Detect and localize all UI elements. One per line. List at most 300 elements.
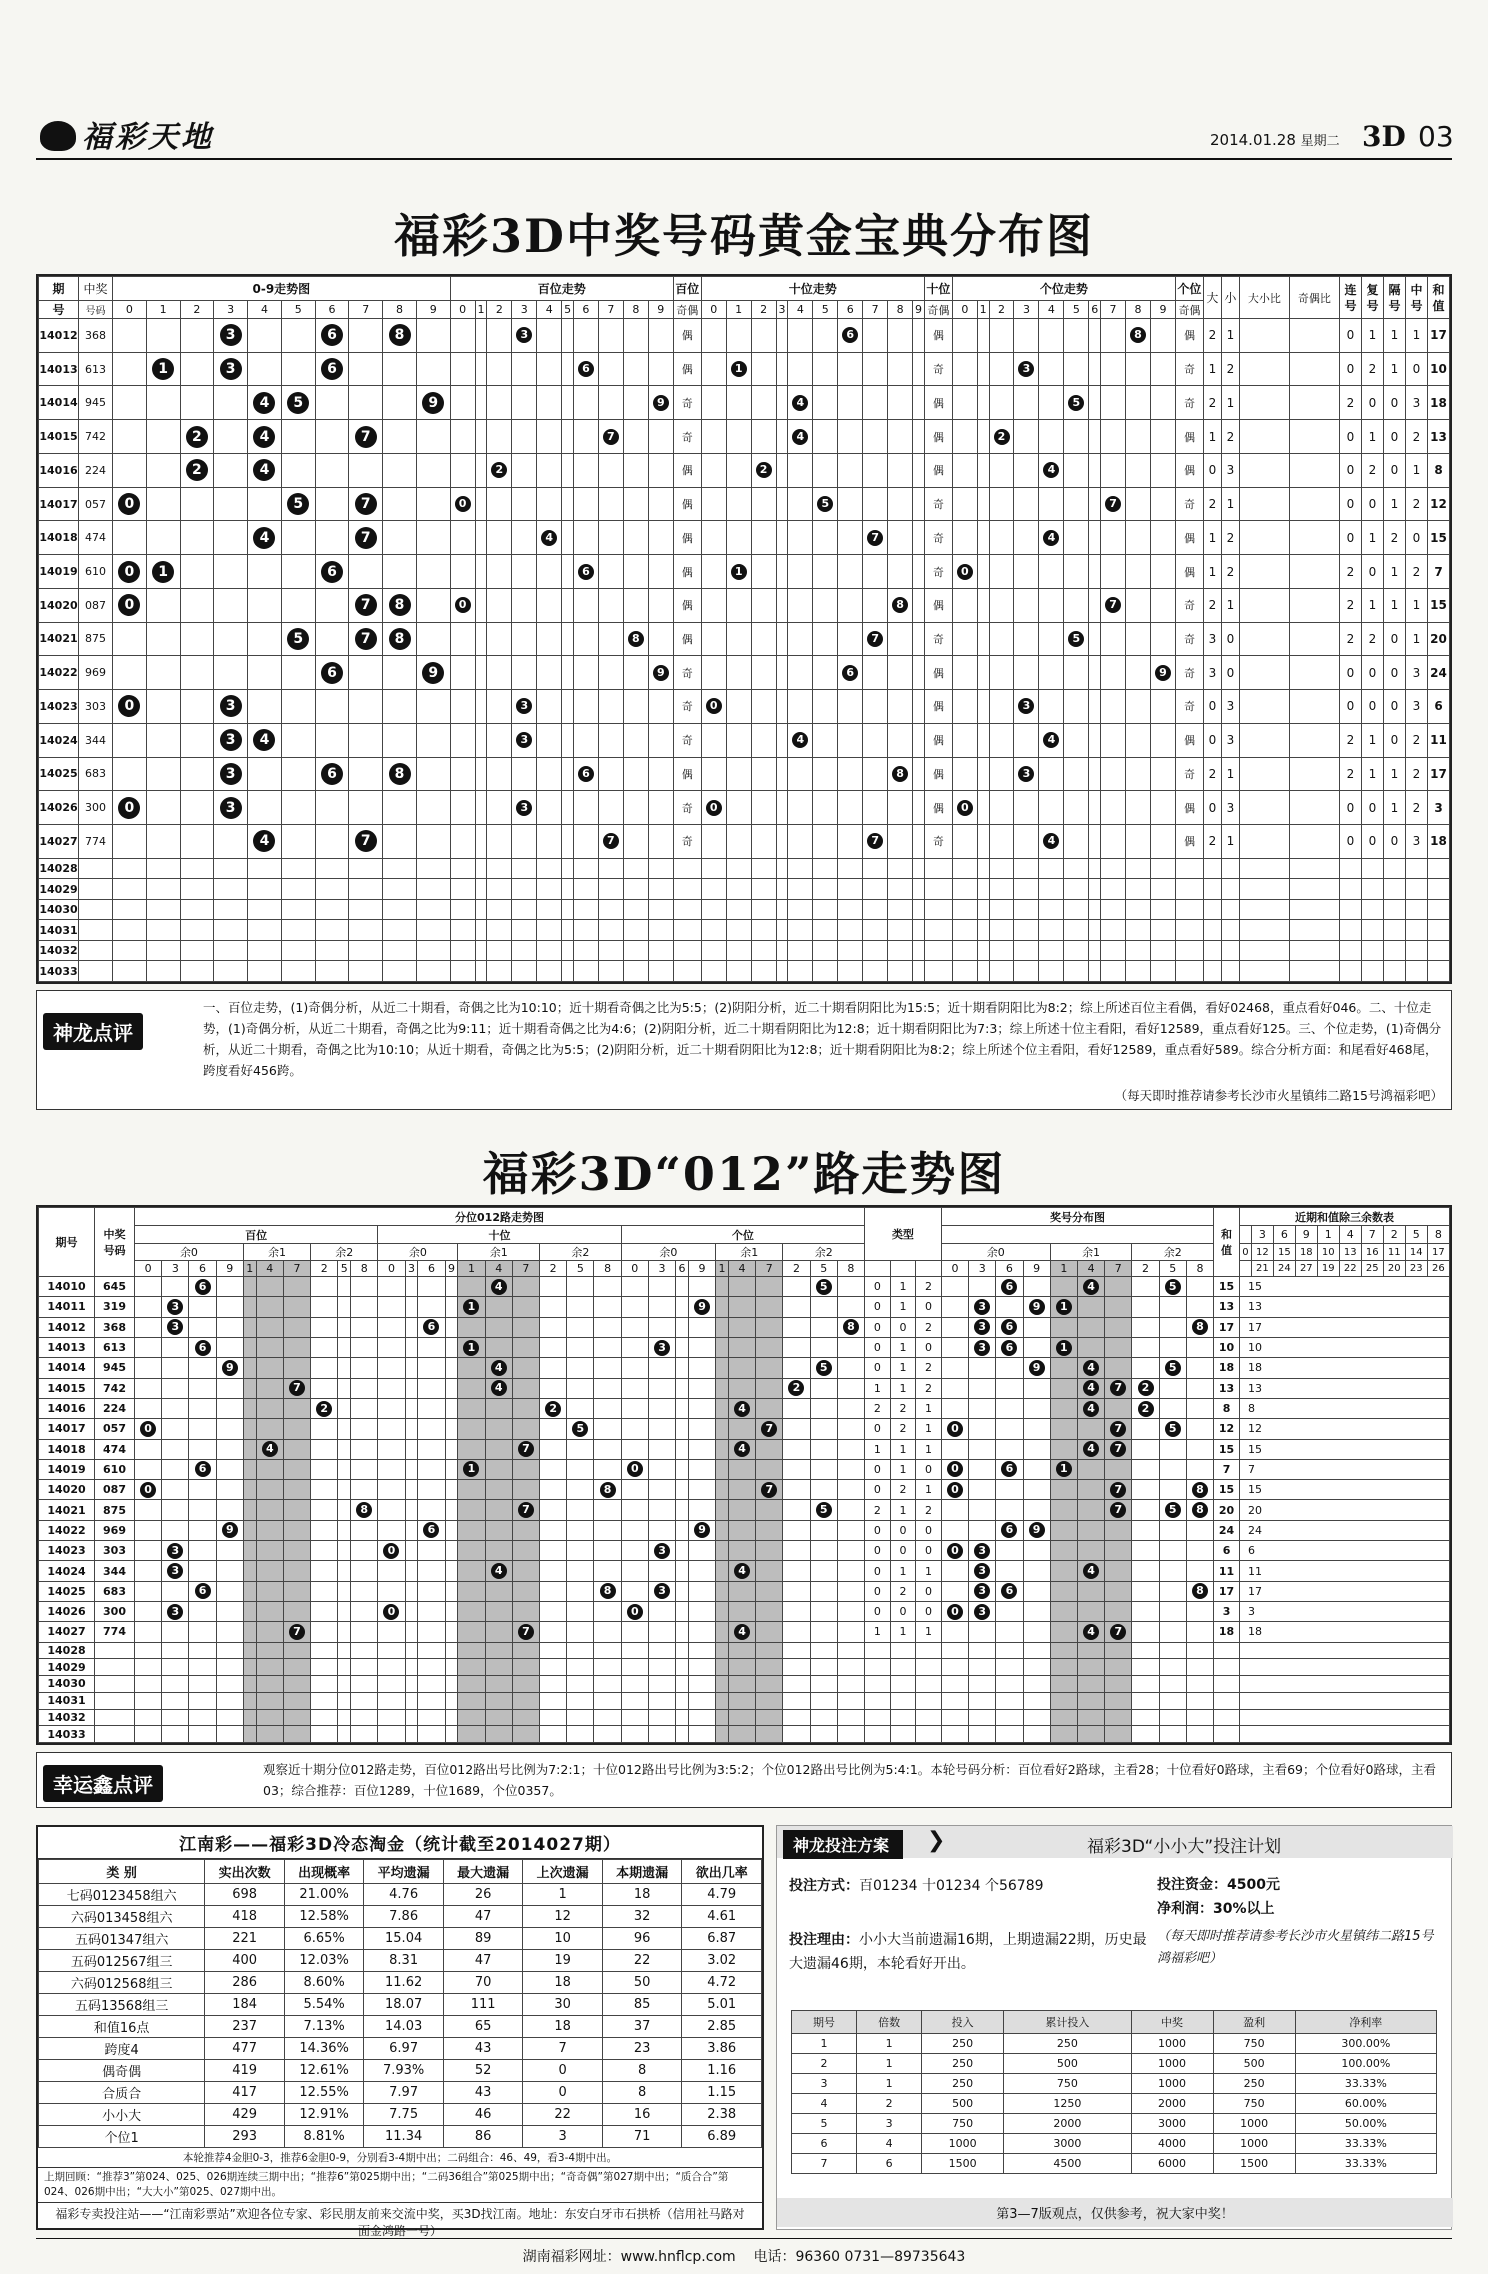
dist-ball: 0 bbox=[947, 1461, 963, 1477]
road-cell bbox=[621, 1378, 648, 1398]
road-cell bbox=[756, 1642, 783, 1659]
pos-cell bbox=[573, 453, 598, 487]
dist-cell bbox=[1105, 1659, 1132, 1676]
road-cell bbox=[311, 1398, 338, 1418]
dist-ball: 2 bbox=[1138, 1380, 1154, 1396]
pos-ball: 4 bbox=[792, 429, 808, 445]
trend-cell bbox=[315, 386, 349, 420]
road-cell bbox=[405, 1709, 418, 1726]
road-cell bbox=[594, 1459, 621, 1479]
pos-cell bbox=[952, 352, 977, 386]
road-cell bbox=[256, 1358, 283, 1378]
pos-ball: 0 bbox=[455, 496, 471, 512]
road-cell bbox=[716, 1602, 729, 1622]
trend-cell bbox=[214, 420, 248, 454]
digit-head: 3 bbox=[1014, 301, 1039, 319]
road-cell bbox=[716, 1459, 729, 1479]
recent-cell: 18 bbox=[1240, 1358, 1450, 1378]
road-cell bbox=[135, 1726, 162, 1743]
pos-cell bbox=[512, 690, 537, 724]
digit-ball: 6 bbox=[321, 561, 343, 583]
road-cell bbox=[648, 1358, 675, 1378]
pos-ball: 5 bbox=[817, 496, 833, 512]
row-number: 087 bbox=[95, 1480, 135, 1500]
dist-cell bbox=[941, 1676, 968, 1693]
pos-cell bbox=[598, 791, 623, 825]
trend-cell bbox=[383, 723, 417, 757]
row-issue: 14023 bbox=[39, 1541, 95, 1561]
pos-cell bbox=[726, 879, 751, 900]
col-head: 期号 bbox=[792, 2011, 857, 2034]
pos-ball: 9 bbox=[653, 665, 669, 681]
road-cell bbox=[243, 1337, 256, 1357]
pos-cell bbox=[537, 961, 562, 982]
road-cell bbox=[810, 1561, 837, 1581]
trend-cell bbox=[113, 879, 147, 900]
trend-cell bbox=[383, 879, 417, 900]
trend-cell bbox=[349, 319, 383, 353]
chevron-right-icon: ❯ bbox=[927, 1828, 946, 1853]
digit-ball: 6 bbox=[321, 763, 343, 785]
road-cell bbox=[311, 1358, 338, 1378]
dist-cell bbox=[1105, 1378, 1132, 1398]
road-cell bbox=[728, 1480, 755, 1500]
dist-cell bbox=[996, 1659, 1023, 1676]
stat-fu: 1 bbox=[1362, 420, 1384, 454]
pos-cell bbox=[1089, 453, 1101, 487]
cell: 33.33% bbox=[1295, 2134, 1436, 2154]
trend-cell bbox=[214, 319, 248, 353]
pos-cell bbox=[537, 920, 562, 941]
road-cell bbox=[338, 1709, 351, 1726]
pos-cell bbox=[813, 791, 838, 825]
pos-cell bbox=[989, 319, 1014, 353]
dist-ball: 4 bbox=[1083, 1380, 1099, 1396]
road-cell bbox=[458, 1317, 485, 1337]
pos-cell bbox=[537, 588, 562, 622]
dist-cell bbox=[1023, 1659, 1050, 1676]
pos-cell bbox=[475, 961, 487, 982]
trend-cell bbox=[416, 588, 450, 622]
pos-cell bbox=[1014, 521, 1039, 555]
pos-ball: 4 bbox=[792, 732, 808, 748]
stat-oer bbox=[1289, 521, 1339, 555]
oe-cell bbox=[673, 858, 701, 879]
road-cell bbox=[445, 1692, 458, 1709]
trend-cell bbox=[349, 656, 383, 690]
pos-cell bbox=[1014, 920, 1039, 941]
road-cell bbox=[688, 1581, 715, 1601]
cell: 750 bbox=[1213, 2034, 1295, 2054]
pos-cell bbox=[701, 656, 726, 690]
recent-cell bbox=[1240, 1676, 1450, 1693]
cell: 250 bbox=[1213, 2074, 1295, 2094]
pos-cell bbox=[475, 521, 487, 555]
expert-comment-1 bbox=[36, 990, 1452, 1110]
cell: 33.33% bbox=[1295, 2074, 1436, 2094]
road-cell bbox=[756, 1277, 783, 1297]
trend-cell bbox=[416, 521, 450, 555]
road-cell bbox=[716, 1659, 729, 1676]
trend-cell bbox=[248, 920, 282, 941]
trend-cell bbox=[383, 453, 417, 487]
pos-cell bbox=[776, 757, 788, 791]
stat-big bbox=[1203, 879, 1221, 900]
road-cell bbox=[283, 1297, 310, 1317]
road-cell bbox=[512, 1659, 539, 1676]
trend-cell bbox=[281, 656, 315, 690]
cell: 7.97 bbox=[364, 2082, 444, 2104]
road-cell bbox=[485, 1419, 512, 1439]
row-issue: 14030 bbox=[39, 899, 79, 920]
cell: 71 bbox=[602, 2126, 682, 2148]
dist-cell bbox=[1077, 1459, 1104, 1479]
dist-ball: 4 bbox=[1083, 1279, 1099, 1295]
pos-cell bbox=[648, 961, 673, 982]
pos-cell bbox=[813, 622, 838, 656]
recent-cell: 15 bbox=[1240, 1277, 1450, 1297]
road-cell bbox=[540, 1480, 567, 1500]
road-row bbox=[39, 1378, 1450, 1398]
road-cell bbox=[783, 1541, 810, 1561]
cell: 47 bbox=[443, 1950, 523, 1972]
row-number: 969 bbox=[79, 656, 113, 690]
stat-fu bbox=[1362, 899, 1384, 920]
road-cell bbox=[216, 1277, 243, 1297]
stat-sum: 12 bbox=[1428, 487, 1450, 521]
road-cell bbox=[648, 1602, 675, 1622]
pos-cell bbox=[1126, 352, 1151, 386]
hdr-rem0: 余0 bbox=[621, 1244, 715, 1261]
road-cell bbox=[783, 1419, 810, 1439]
dist-cell bbox=[1050, 1459, 1077, 1479]
digit-ball: 5 bbox=[287, 628, 309, 650]
stat-bsr bbox=[1239, 920, 1289, 941]
road-ball: 9 bbox=[222, 1360, 238, 1376]
pos-cell bbox=[776, 690, 788, 724]
stat-small: 3 bbox=[1221, 791, 1239, 825]
comment2-text: 观察近十期分位012路走势，百位012路出号比例为7:2:1；十位012路出号比例为3:5:2；个位012路出号比例为5:4:1。本轮号码分析：百位看好2路球，主看28；十位看好0路球，主看69；个位看好0路球，主看03；综合推荐：百位1289，十位1689，个位0357。 bbox=[263, 1762, 1436, 1798]
cell: 8.60% bbox=[284, 1972, 364, 1994]
pos-cell bbox=[537, 352, 562, 386]
trend-cell bbox=[214, 386, 248, 420]
stat-sum bbox=[1428, 920, 1450, 941]
road-cell bbox=[162, 1642, 189, 1659]
cell: 18 bbox=[602, 1884, 682, 1906]
stat-bsr bbox=[1239, 386, 1289, 420]
trend-cell bbox=[180, 757, 214, 791]
pos-cell bbox=[989, 487, 1014, 521]
pos-cell bbox=[537, 879, 562, 900]
road-cell bbox=[540, 1398, 567, 1418]
dist-ball: 4 bbox=[1083, 1441, 1099, 1457]
pos-cell bbox=[475, 453, 487, 487]
dist-cell bbox=[1105, 1297, 1132, 1317]
stat-small bbox=[1221, 940, 1239, 961]
pos-cell bbox=[863, 940, 888, 961]
digit-head: 3 bbox=[405, 1261, 418, 1277]
road-cell bbox=[135, 1297, 162, 1317]
road-cell bbox=[135, 1378, 162, 1398]
dist-cell bbox=[1050, 1676, 1077, 1693]
pos-cell bbox=[1150, 622, 1175, 656]
trend-cell bbox=[248, 825, 282, 859]
road-cell bbox=[512, 1602, 539, 1622]
road-cell bbox=[256, 1692, 283, 1709]
pos-cell bbox=[623, 386, 648, 420]
pos-cell bbox=[512, 420, 537, 454]
dist-cell bbox=[1077, 1439, 1104, 1459]
sum-cell: 20 bbox=[1214, 1500, 1240, 1520]
recent-bot: 25 bbox=[1361, 1261, 1383, 1277]
digit-ball: 7 bbox=[355, 493, 377, 515]
dist-cell bbox=[1023, 1459, 1050, 1479]
road-row bbox=[39, 1337, 1450, 1357]
stat-sum: 13 bbox=[1428, 420, 1450, 454]
oe-cell: 偶 bbox=[1175, 825, 1203, 859]
stat-big: 0 bbox=[1203, 723, 1221, 757]
cell: 小小大 bbox=[39, 2104, 205, 2126]
pos-cell bbox=[562, 555, 574, 589]
road-cell bbox=[189, 1561, 216, 1581]
pos-cell bbox=[888, 352, 913, 386]
road-cell bbox=[688, 1277, 715, 1297]
pos-cell bbox=[813, 690, 838, 724]
road-cell bbox=[338, 1419, 351, 1439]
stat-ge: 0 bbox=[1384, 420, 1406, 454]
pos-cell bbox=[487, 940, 512, 961]
type-cell: 0 bbox=[916, 1459, 942, 1479]
pos-cell bbox=[537, 622, 562, 656]
pos-cell bbox=[726, 961, 751, 982]
dist-ball: 5 bbox=[1165, 1421, 1181, 1437]
type-cell: 2 bbox=[865, 1500, 891, 1520]
type-cell: 1 bbox=[890, 1277, 916, 1297]
road-cell bbox=[783, 1602, 810, 1622]
road-cell bbox=[783, 1277, 810, 1297]
pos-ball: 7 bbox=[603, 833, 619, 849]
dist-cell bbox=[1077, 1398, 1104, 1418]
pos-cell bbox=[512, 723, 537, 757]
dist-cell bbox=[1077, 1520, 1104, 1540]
pos-cell bbox=[701, 521, 726, 555]
oe-cell: 偶 bbox=[924, 386, 952, 420]
stat-zhong bbox=[1406, 858, 1428, 879]
road-cell bbox=[135, 1419, 162, 1439]
pos-cell bbox=[952, 723, 977, 757]
dist-cell bbox=[969, 1398, 996, 1418]
pos-cell bbox=[1089, 386, 1101, 420]
digit-ball: 5 bbox=[287, 493, 309, 515]
road-cell bbox=[135, 1337, 162, 1357]
road-cell bbox=[540, 1541, 567, 1561]
hdr-big: 大 bbox=[1203, 277, 1221, 319]
road-cell bbox=[648, 1659, 675, 1676]
stat-zhong: 3 bbox=[1406, 386, 1428, 420]
sum-cell: 12 bbox=[1214, 1419, 1240, 1439]
stat-oer bbox=[1289, 961, 1339, 982]
road-cell bbox=[756, 1378, 783, 1398]
pos-cell bbox=[838, 858, 863, 879]
pos-cell bbox=[989, 858, 1014, 879]
road-cell bbox=[621, 1709, 648, 1726]
dist-ball: 5 bbox=[1165, 1502, 1181, 1518]
trend-cell bbox=[349, 622, 383, 656]
trend-cell bbox=[146, 386, 180, 420]
pos-cell bbox=[863, 487, 888, 521]
road-cell bbox=[621, 1602, 648, 1622]
road-row bbox=[39, 1602, 1450, 1622]
row-number: 742 bbox=[95, 1378, 135, 1398]
road-cell bbox=[351, 1297, 378, 1317]
road-cell bbox=[783, 1480, 810, 1500]
pos-cell bbox=[726, 319, 751, 353]
pos-ball: 6 bbox=[578, 361, 594, 377]
pos-cell bbox=[977, 920, 989, 941]
col-head: 实出次数 bbox=[205, 1860, 285, 1884]
road-cell bbox=[688, 1378, 715, 1398]
dist-cell bbox=[1159, 1622, 1186, 1642]
cell: 2000 bbox=[1131, 2094, 1213, 2114]
road-ball: 7 bbox=[518, 1624, 534, 1640]
pos-cell bbox=[813, 723, 838, 757]
type-cell bbox=[890, 1726, 916, 1743]
pos-ball: 0 bbox=[957, 800, 973, 816]
road-cell bbox=[162, 1277, 189, 1297]
stat-fu bbox=[1362, 920, 1384, 941]
type-cell: 0 bbox=[865, 1581, 891, 1601]
dist-cell bbox=[1050, 1622, 1077, 1642]
pos-cell bbox=[1101, 940, 1126, 961]
trend-cell bbox=[248, 420, 282, 454]
row-number: 368 bbox=[79, 319, 113, 353]
trend-cell bbox=[248, 555, 282, 589]
type-cell: 0 bbox=[865, 1520, 891, 1540]
pos-cell bbox=[562, 825, 574, 859]
dist-cell bbox=[1159, 1581, 1186, 1601]
type-cell: 1 bbox=[890, 1337, 916, 1357]
dist-cell bbox=[1077, 1480, 1104, 1500]
stat-big: 3 bbox=[1203, 656, 1221, 690]
pos-cell bbox=[1039, 757, 1064, 791]
pos-cell bbox=[913, 723, 925, 757]
trend-cell bbox=[281, 899, 315, 920]
type-cell: 1 bbox=[865, 1378, 891, 1398]
road-cell bbox=[445, 1378, 458, 1398]
row-issue: 14031 bbox=[39, 1692, 95, 1709]
stat-zhong: 1 bbox=[1406, 622, 1428, 656]
dist-cell bbox=[969, 1642, 996, 1659]
digit-head: 7 bbox=[349, 301, 383, 319]
recent-cell: 12 bbox=[1240, 1419, 1450, 1439]
trend-cell bbox=[349, 899, 383, 920]
pos-cell bbox=[701, 757, 726, 791]
dist-cell bbox=[1050, 1642, 1077, 1659]
road-cell bbox=[243, 1602, 256, 1622]
road-ball: 0 bbox=[383, 1604, 399, 1620]
road-cell bbox=[594, 1659, 621, 1676]
road-cell bbox=[311, 1561, 338, 1581]
dist-cell bbox=[1105, 1676, 1132, 1693]
stat-lian: 0 bbox=[1340, 453, 1362, 487]
road-cell bbox=[594, 1337, 621, 1357]
hdr-pos: 个位 bbox=[621, 1226, 864, 1244]
road-cell bbox=[283, 1622, 310, 1642]
dist-cell bbox=[1159, 1317, 1186, 1337]
road-cell bbox=[135, 1561, 162, 1581]
road-cell bbox=[676, 1500, 689, 1520]
dist-cell bbox=[941, 1480, 968, 1500]
digit-ball: 6 bbox=[321, 662, 343, 684]
stat-bsr bbox=[1239, 940, 1289, 961]
road-cell bbox=[445, 1297, 458, 1317]
row-issue: 14028 bbox=[39, 1642, 95, 1659]
road-cell bbox=[378, 1439, 405, 1459]
trend-cell bbox=[180, 453, 214, 487]
digit-head: 5 bbox=[562, 301, 574, 319]
pos-cell bbox=[1064, 723, 1089, 757]
digit-head: 9 bbox=[913, 301, 925, 319]
pos-cell bbox=[598, 858, 623, 879]
pos-cell bbox=[1064, 940, 1089, 961]
row-number: 945 bbox=[95, 1358, 135, 1378]
stat-zhong bbox=[1406, 879, 1428, 900]
dist-cell bbox=[1186, 1642, 1213, 1659]
road-cell bbox=[458, 1459, 485, 1479]
pos-cell bbox=[562, 622, 574, 656]
dist-cell bbox=[1132, 1602, 1159, 1622]
road-cell bbox=[243, 1398, 256, 1418]
road-row bbox=[39, 1581, 1450, 1601]
dist-cell bbox=[1105, 1622, 1132, 1642]
pos-cell bbox=[888, 521, 913, 555]
type-cell: 0 bbox=[916, 1541, 942, 1561]
gold-row bbox=[39, 386, 1450, 420]
road-cell bbox=[445, 1520, 458, 1540]
road-cell bbox=[189, 1317, 216, 1337]
road-cell bbox=[716, 1398, 729, 1418]
road-cell bbox=[756, 1541, 783, 1561]
road-cell bbox=[512, 1500, 539, 1520]
pos-cell bbox=[1150, 588, 1175, 622]
cell: 五码13568组三 bbox=[39, 1994, 205, 2016]
row-issue: 14025 bbox=[39, 757, 79, 791]
road-cell bbox=[351, 1419, 378, 1439]
dist-cell bbox=[1077, 1622, 1104, 1642]
road-cell bbox=[621, 1439, 648, 1459]
road-cell bbox=[351, 1520, 378, 1540]
stat-lian: 2 bbox=[1340, 622, 1362, 656]
recent-top: 8 bbox=[1427, 1226, 1449, 1244]
pos-cell bbox=[913, 879, 925, 900]
stat-oer bbox=[1289, 588, 1339, 622]
road-cell bbox=[621, 1541, 648, 1561]
road-cell bbox=[405, 1297, 418, 1317]
type-cell: 1 bbox=[890, 1358, 916, 1378]
dist-ball: 3 bbox=[974, 1340, 990, 1356]
pos-cell bbox=[701, 961, 726, 982]
pos-ball: 4 bbox=[1043, 732, 1059, 748]
pos-cell bbox=[863, 588, 888, 622]
road-cell bbox=[135, 1709, 162, 1726]
road-cell bbox=[189, 1642, 216, 1659]
digit-head: 8 bbox=[837, 1261, 864, 1277]
hdr-rem2: 余2 bbox=[1132, 1244, 1214, 1261]
cell: 7 bbox=[792, 2154, 857, 2174]
road-cell bbox=[756, 1520, 783, 1540]
road-cell bbox=[728, 1602, 755, 1622]
pos-cell bbox=[1039, 656, 1064, 690]
